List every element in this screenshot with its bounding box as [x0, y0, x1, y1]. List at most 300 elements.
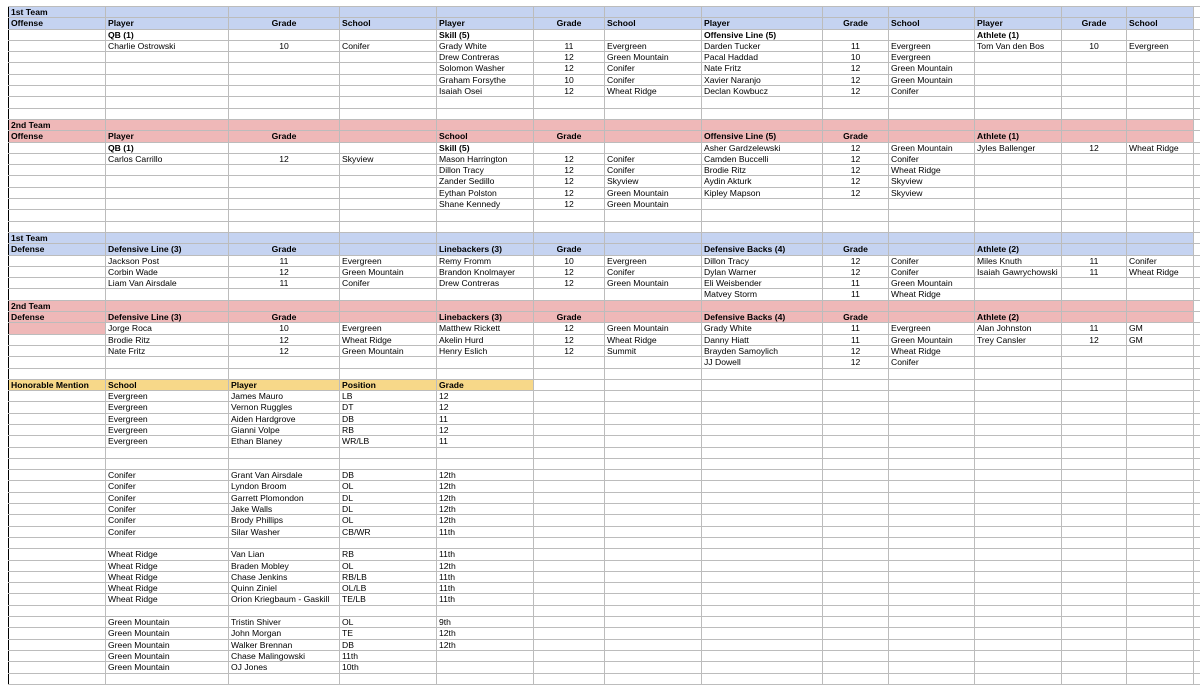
- sheet-cell[interactable]: [889, 244, 975, 255]
- sheet-cell[interactable]: OL: [340, 560, 437, 571]
- sheet-cell[interactable]: Green Mountain: [106, 617, 229, 628]
- sheet-cell[interactable]: 10: [1062, 40, 1127, 51]
- sheet-cell[interactable]: 12: [534, 345, 605, 356]
- sheet-cell[interactable]: [340, 232, 437, 243]
- sheet-cell[interactable]: [823, 504, 889, 515]
- sheet-cell[interactable]: 11: [1062, 266, 1127, 277]
- sheet-cell[interactable]: Summit: [605, 345, 702, 356]
- sheet-cell[interactable]: [229, 210, 340, 221]
- sheet-cell[interactable]: Player: [106, 18, 229, 29]
- sheet-cell[interactable]: Evergreen: [106, 424, 229, 435]
- sheet-cell[interactable]: [9, 176, 106, 187]
- sheet-cell[interactable]: OL: [340, 617, 437, 628]
- sheet-cell[interactable]: [229, 119, 340, 130]
- sheet-cell[interactable]: Conifer: [605, 153, 702, 164]
- sheet-cell[interactable]: [9, 515, 106, 526]
- sheet-cell[interactable]: [340, 63, 437, 74]
- sheet-cell[interactable]: [1194, 142, 1200, 153]
- sheet-cell[interactable]: [975, 187, 1062, 198]
- sheet-cell[interactable]: Corbin Wade: [106, 266, 229, 277]
- sheet-cell[interactable]: [9, 221, 106, 232]
- sheet-cell[interactable]: [437, 605, 534, 616]
- sheet-cell[interactable]: Wheat Ridge: [106, 549, 229, 560]
- sheet-cell[interactable]: [702, 232, 823, 243]
- sheet-cell[interactable]: Evergreen: [106, 436, 229, 447]
- sheet-cell[interactable]: [9, 391, 106, 402]
- sheet-cell[interactable]: [975, 357, 1062, 368]
- sheet-cell[interactable]: [1127, 504, 1194, 515]
- sheet-cell[interactable]: [437, 119, 534, 130]
- sheet-cell[interactable]: 12: [823, 63, 889, 74]
- sheet-cell[interactable]: DT: [340, 402, 437, 413]
- sheet-cell[interactable]: [889, 7, 975, 18]
- sheet-cell[interactable]: 12: [1062, 142, 1127, 153]
- sheet-cell[interactable]: [823, 583, 889, 594]
- sheet-cell[interactable]: [889, 29, 975, 40]
- sheet-cell[interactable]: [1127, 221, 1194, 232]
- sheet-cell[interactable]: [975, 504, 1062, 515]
- sheet-cell[interactable]: [1127, 537, 1194, 548]
- sheet-cell[interactable]: Wheat Ridge: [106, 571, 229, 582]
- sheet-cell[interactable]: Chase Jenkins: [229, 571, 340, 582]
- sheet-cell[interactable]: [1062, 278, 1127, 289]
- sheet-cell[interactable]: Grade: [534, 312, 605, 323]
- sheet-cell[interactable]: [702, 402, 823, 413]
- sheet-cell[interactable]: [605, 605, 702, 616]
- sheet-cell[interactable]: Quinn Ziniel: [229, 583, 340, 594]
- sheet-cell[interactable]: [1062, 187, 1127, 198]
- sheet-cell[interactable]: [1194, 628, 1200, 639]
- sheet-cell[interactable]: Braden Mobley: [229, 560, 340, 571]
- sheet-cell[interactable]: [1062, 52, 1127, 63]
- sheet-cell[interactable]: [9, 199, 106, 210]
- sheet-cell[interactable]: [1194, 368, 1200, 379]
- sheet-cell[interactable]: [1194, 345, 1200, 356]
- sheet-cell[interactable]: [1062, 165, 1127, 176]
- sheet-cell[interactable]: Jyles Ballenger: [975, 142, 1062, 153]
- sheet-cell[interactable]: 12: [229, 345, 340, 356]
- sheet-cell[interactable]: Athlete (1): [975, 131, 1062, 142]
- sheet-cell[interactable]: [229, 605, 340, 616]
- sheet-cell[interactable]: Green Mountain: [106, 628, 229, 639]
- sheet-cell[interactable]: Evergreen: [605, 255, 702, 266]
- sheet-cell[interactable]: [340, 74, 437, 85]
- sheet-cell[interactable]: Henry Eslich: [437, 345, 534, 356]
- sheet-cell[interactable]: Trey Cansler: [975, 334, 1062, 345]
- sheet-cell[interactable]: [702, 583, 823, 594]
- sheet-cell[interactable]: Pacal Haddad: [702, 52, 823, 63]
- sheet-cell[interactable]: [605, 650, 702, 661]
- sheet-cell[interactable]: Akelin Hurd: [437, 334, 534, 345]
- sheet-cell[interactable]: 12: [823, 74, 889, 85]
- sheet-cell[interactable]: [340, 165, 437, 176]
- sheet-cell[interactable]: [702, 594, 823, 605]
- sheet-cell[interactable]: [1062, 300, 1127, 311]
- sheet-cell[interactable]: Xavier Naranjo: [702, 74, 823, 85]
- sheet-cell[interactable]: [702, 119, 823, 130]
- sheet-cell[interactable]: [1194, 549, 1200, 560]
- sheet-cell[interactable]: Linebackers (3): [437, 244, 534, 255]
- sheet-cell[interactable]: [9, 153, 106, 164]
- sheet-cell[interactable]: [1194, 402, 1200, 413]
- sheet-cell[interactable]: [9, 481, 106, 492]
- sheet-cell[interactable]: [1127, 300, 1194, 311]
- sheet-cell[interactable]: [975, 402, 1062, 413]
- sheet-cell[interactable]: [975, 86, 1062, 97]
- sheet-cell[interactable]: Grade: [823, 131, 889, 142]
- sheet-cell[interactable]: [702, 458, 823, 469]
- sheet-cell[interactable]: [9, 436, 106, 447]
- sheet-cell[interactable]: [975, 436, 1062, 447]
- sheet-cell[interactable]: Green Mountain: [106, 650, 229, 661]
- sheet-cell[interactable]: Green Mountain: [340, 345, 437, 356]
- sheet-cell[interactable]: [534, 560, 605, 571]
- sheet-cell[interactable]: [605, 289, 702, 300]
- sheet-cell[interactable]: [975, 492, 1062, 503]
- sheet-cell[interactable]: [702, 424, 823, 435]
- sheet-cell[interactable]: [1194, 312, 1200, 323]
- sheet-cell[interactable]: Orion Kriegbaum - Gaskill: [229, 594, 340, 605]
- sheet-cell[interactable]: [534, 537, 605, 548]
- sheet-cell[interactable]: [605, 97, 702, 108]
- sheet-cell[interactable]: [106, 210, 229, 221]
- sheet-cell[interactable]: [1127, 560, 1194, 571]
- sheet-cell[interactable]: School: [889, 18, 975, 29]
- sheet-cell[interactable]: [9, 345, 106, 356]
- sheet-cell[interactable]: Evergreen: [889, 40, 975, 51]
- sheet-cell[interactable]: Offense: [9, 18, 106, 29]
- sheet-cell[interactable]: [889, 605, 975, 616]
- sheet-cell[interactable]: [229, 289, 340, 300]
- sheet-cell[interactable]: [1127, 74, 1194, 85]
- sheet-cell[interactable]: [823, 617, 889, 628]
- sheet-cell[interactable]: [229, 52, 340, 63]
- sheet-cell[interactable]: [534, 571, 605, 582]
- sheet-cell[interactable]: [823, 537, 889, 548]
- sheet-cell[interactable]: [1062, 345, 1127, 356]
- sheet-cell[interactable]: [975, 289, 1062, 300]
- sheet-cell[interactable]: School: [437, 131, 534, 142]
- sheet-cell[interactable]: RB: [340, 424, 437, 435]
- sheet-cell[interactable]: [106, 368, 229, 379]
- sheet-cell[interactable]: Conifer: [605, 74, 702, 85]
- sheet-cell[interactable]: Athlete (1): [975, 29, 1062, 40]
- sheet-cell[interactable]: [605, 639, 702, 650]
- sheet-cell[interactable]: [702, 549, 823, 560]
- sheet-cell[interactable]: [1127, 63, 1194, 74]
- sheet-cell[interactable]: [702, 628, 823, 639]
- sheet-cell[interactable]: [229, 447, 340, 458]
- sheet-cell[interactable]: Wheat Ridge: [340, 334, 437, 345]
- sheet-cell[interactable]: [605, 481, 702, 492]
- sheet-cell[interactable]: [534, 639, 605, 650]
- sheet-cell[interactable]: [1194, 391, 1200, 402]
- sheet-cell[interactable]: [229, 199, 340, 210]
- sheet-cell[interactable]: [437, 650, 534, 661]
- sheet-cell[interactable]: [605, 583, 702, 594]
- sheet-cell[interactable]: Zander Sedillo: [437, 176, 534, 187]
- sheet-cell[interactable]: 12: [437, 402, 534, 413]
- sheet-cell[interactable]: [1127, 345, 1194, 356]
- sheet-cell[interactable]: [1194, 74, 1200, 85]
- sheet-cell[interactable]: [106, 86, 229, 97]
- sheet-cell[interactable]: [1194, 18, 1200, 29]
- sheet-cell[interactable]: [1127, 662, 1194, 673]
- sheet-cell[interactable]: Grade: [229, 244, 340, 255]
- sheet-cell[interactable]: RB: [340, 549, 437, 560]
- sheet-cell[interactable]: Grade: [229, 312, 340, 323]
- sheet-cell[interactable]: 11: [823, 334, 889, 345]
- sheet-cell[interactable]: [534, 424, 605, 435]
- sheet-cell[interactable]: Gianni Volpe: [229, 424, 340, 435]
- sheet-cell[interactable]: [1062, 436, 1127, 447]
- sheet-cell[interactable]: [9, 210, 106, 221]
- sheet-cell[interactable]: [975, 97, 1062, 108]
- sheet-cell[interactable]: Eli Weisbender: [702, 278, 823, 289]
- sheet-cell[interactable]: [889, 617, 975, 628]
- sheet-cell[interactable]: [1062, 232, 1127, 243]
- sheet-cell[interactable]: 12: [229, 266, 340, 277]
- sheet-cell[interactable]: [534, 583, 605, 594]
- sheet-cell[interactable]: JJ Dowell: [702, 357, 823, 368]
- sheet-cell[interactable]: [823, 458, 889, 469]
- sheet-cell[interactable]: Danny Hiatt: [702, 334, 823, 345]
- sheet-cell[interactable]: Green Mountain: [889, 74, 975, 85]
- sheet-cell[interactable]: 12: [1062, 334, 1127, 345]
- sheet-cell[interactable]: [1062, 605, 1127, 616]
- sheet-cell[interactable]: 12: [534, 52, 605, 63]
- sheet-cell[interactable]: [975, 119, 1062, 130]
- sheet-cell[interactable]: [1062, 413, 1127, 424]
- sheet-cell[interactable]: [605, 662, 702, 673]
- sheet-cell[interactable]: [1062, 447, 1127, 458]
- sheet-cell[interactable]: [106, 458, 229, 469]
- sheet-cell[interactable]: Wheat Ridge: [106, 583, 229, 594]
- sheet-cell[interactable]: [1127, 29, 1194, 40]
- sheet-cell[interactable]: [106, 119, 229, 130]
- sheet-cell[interactable]: Evergreen: [106, 391, 229, 402]
- sheet-cell[interactable]: [889, 312, 975, 323]
- sheet-cell[interactable]: [889, 571, 975, 582]
- sheet-cell[interactable]: [106, 74, 229, 85]
- sheet-cell[interactable]: [437, 357, 534, 368]
- sheet-cell[interactable]: [975, 458, 1062, 469]
- sheet-cell[interactable]: [702, 481, 823, 492]
- sheet-cell[interactable]: Evergreen: [889, 323, 975, 334]
- sheet-cell[interactable]: [9, 526, 106, 537]
- sheet-cell[interactable]: [975, 447, 1062, 458]
- sheet-cell[interactable]: 12: [534, 86, 605, 97]
- sheet-cell[interactable]: [975, 210, 1062, 221]
- sheet-cell[interactable]: [889, 199, 975, 210]
- sheet-cell[interactable]: 12: [823, 86, 889, 97]
- sheet-cell[interactable]: 11: [1062, 323, 1127, 334]
- sheet-cell[interactable]: [823, 560, 889, 571]
- sheet-cell[interactable]: [534, 391, 605, 402]
- sheet-cell[interactable]: [1062, 153, 1127, 164]
- sheet-cell[interactable]: [1062, 583, 1127, 594]
- sheet-cell[interactable]: [889, 515, 975, 526]
- sheet-cell[interactable]: [1127, 119, 1194, 130]
- sheet-cell[interactable]: [229, 142, 340, 153]
- sheet-cell[interactable]: [340, 29, 437, 40]
- sheet-cell[interactable]: [823, 594, 889, 605]
- sheet-cell[interactable]: Offense: [9, 131, 106, 142]
- sheet-cell[interactable]: [534, 458, 605, 469]
- sheet-cell[interactable]: Green Mountain: [605, 199, 702, 210]
- sheet-cell[interactable]: Grade: [229, 131, 340, 142]
- sheet-cell[interactable]: OL: [340, 515, 437, 526]
- sheet-cell[interactable]: [889, 402, 975, 413]
- sheet-cell[interactable]: [229, 221, 340, 232]
- sheet-cell[interactable]: TE: [340, 628, 437, 639]
- sheet-cell[interactable]: [1127, 526, 1194, 537]
- sheet-cell[interactable]: [605, 402, 702, 413]
- sheet-cell[interactable]: [1062, 7, 1127, 18]
- sheet-cell[interactable]: LB: [340, 391, 437, 402]
- sheet-cell[interactable]: [340, 300, 437, 311]
- sheet-cell[interactable]: Position: [340, 379, 437, 390]
- sheet-cell[interactable]: [975, 605, 1062, 616]
- sheet-cell[interactable]: [605, 537, 702, 548]
- sheet-cell[interactable]: Athlete (2): [975, 312, 1062, 323]
- sheet-cell[interactable]: [975, 424, 1062, 435]
- sheet-cell[interactable]: [889, 560, 975, 571]
- sheet-cell[interactable]: [1062, 391, 1127, 402]
- sheet-cell[interactable]: Graham Forsythe: [437, 74, 534, 85]
- sheet-cell[interactable]: [106, 165, 229, 176]
- sheet-cell[interactable]: 11: [823, 278, 889, 289]
- sheet-cell[interactable]: 1st Team: [9, 232, 106, 243]
- sheet-cell[interactable]: [702, 221, 823, 232]
- sheet-cell[interactable]: [106, 221, 229, 232]
- sheet-cell[interactable]: [1127, 583, 1194, 594]
- sheet-cell[interactable]: Brandon Knolmayer: [437, 266, 534, 277]
- sheet-cell[interactable]: [1062, 504, 1127, 515]
- sheet-cell[interactable]: [605, 379, 702, 390]
- sheet-cell[interactable]: GM: [1127, 323, 1194, 334]
- sheet-cell[interactable]: [9, 560, 106, 571]
- sheet-cell[interactable]: [605, 7, 702, 18]
- sheet-cell[interactable]: [975, 515, 1062, 526]
- sheet-cell[interactable]: [605, 119, 702, 130]
- sheet-cell[interactable]: [340, 312, 437, 323]
- sheet-cell[interactable]: Brody Phillips: [229, 515, 340, 526]
- sheet-cell[interactable]: [702, 560, 823, 571]
- sheet-cell[interactable]: [534, 481, 605, 492]
- sheet-cell[interactable]: [702, 526, 823, 537]
- sheet-cell[interactable]: [534, 436, 605, 447]
- sheet-cell[interactable]: [702, 379, 823, 390]
- sheet-cell[interactable]: [229, 187, 340, 198]
- sheet-cell[interactable]: [534, 142, 605, 153]
- sheet-cell[interactable]: [702, 470, 823, 481]
- sheet-cell[interactable]: [1062, 526, 1127, 537]
- sheet-cell[interactable]: Green Mountain: [889, 334, 975, 345]
- sheet-cell[interactable]: [229, 232, 340, 243]
- sheet-cell[interactable]: [889, 131, 975, 142]
- sheet-cell[interactable]: [975, 379, 1062, 390]
- sheet-cell[interactable]: [340, 537, 437, 548]
- sheet-cell[interactable]: [9, 458, 106, 469]
- sheet-cell[interactable]: 11: [1062, 255, 1127, 266]
- sheet-cell[interactable]: [106, 7, 229, 18]
- sheet-cell[interactable]: [534, 617, 605, 628]
- sheet-cell[interactable]: [889, 447, 975, 458]
- sheet-cell[interactable]: [702, 537, 823, 548]
- sheet-cell[interactable]: QB (1): [106, 29, 229, 40]
- sheet-cell[interactable]: [229, 108, 340, 119]
- sheet-cell[interactable]: [1194, 266, 1200, 277]
- sheet-cell[interactable]: [1127, 594, 1194, 605]
- sheet-cell[interactable]: Grade: [534, 244, 605, 255]
- sheet-cell[interactable]: Dillon Tracy: [702, 255, 823, 266]
- sheet-cell[interactable]: OJ Jones: [229, 662, 340, 673]
- sheet-cell[interactable]: [9, 447, 106, 458]
- sheet-cell[interactable]: [1194, 639, 1200, 650]
- sheet-cell[interactable]: [1127, 131, 1194, 142]
- sheet-cell[interactable]: 12: [823, 153, 889, 164]
- sheet-cell[interactable]: [9, 504, 106, 515]
- sheet-cell[interactable]: 11: [437, 436, 534, 447]
- sheet-cell[interactable]: [1194, 436, 1200, 447]
- sheet-cell[interactable]: [702, 639, 823, 650]
- sheet-cell[interactable]: [9, 142, 106, 153]
- sheet-cell[interactable]: [229, 63, 340, 74]
- sheet-cell[interactable]: Defense: [9, 312, 106, 323]
- sheet-cell[interactable]: [1062, 312, 1127, 323]
- sheet-cell[interactable]: [437, 662, 534, 673]
- sheet-cell[interactable]: [1194, 187, 1200, 198]
- sheet-cell[interactable]: 12: [534, 334, 605, 345]
- sheet-cell[interactable]: [340, 176, 437, 187]
- sheet-cell[interactable]: Conifer: [605, 63, 702, 74]
- sheet-cell[interactable]: [106, 63, 229, 74]
- sheet-cell[interactable]: DL: [340, 492, 437, 503]
- sheet-cell[interactable]: [340, 199, 437, 210]
- sheet-cell[interactable]: 11: [534, 40, 605, 51]
- sheet-cell[interactable]: [9, 86, 106, 97]
- sheet-cell[interactable]: [534, 402, 605, 413]
- sheet-cell[interactable]: Wheat Ridge: [605, 334, 702, 345]
- sheet-cell[interactable]: Ethan Blaney: [229, 436, 340, 447]
- sheet-cell[interactable]: [9, 266, 106, 277]
- sheet-cell[interactable]: Wheat Ridge: [605, 86, 702, 97]
- sheet-cell[interactable]: [702, 447, 823, 458]
- sheet-cell[interactable]: [1194, 153, 1200, 164]
- sheet-cell[interactable]: Conifer: [106, 526, 229, 537]
- sheet-cell[interactable]: [702, 368, 823, 379]
- sheet-cell[interactable]: 10: [534, 74, 605, 85]
- sheet-cell[interactable]: [1127, 617, 1194, 628]
- sheet-cell[interactable]: 12th: [437, 504, 534, 515]
- sheet-cell[interactable]: [1062, 402, 1127, 413]
- sheet-cell[interactable]: [534, 526, 605, 537]
- sheet-cell[interactable]: [437, 537, 534, 548]
- sheet-cell[interactable]: 12th: [437, 628, 534, 639]
- sheet-cell[interactable]: [340, 97, 437, 108]
- sheet-cell[interactable]: Evergreen: [605, 40, 702, 51]
- sheet-cell[interactable]: [9, 187, 106, 198]
- sheet-cell[interactable]: [534, 300, 605, 311]
- sheet-cell[interactable]: Player: [437, 18, 534, 29]
- sheet-cell[interactable]: [1062, 176, 1127, 187]
- sheet-cell[interactable]: [605, 312, 702, 323]
- sheet-cell[interactable]: [1194, 447, 1200, 458]
- sheet-cell[interactable]: [823, 379, 889, 390]
- sheet-cell[interactable]: [889, 583, 975, 594]
- sheet-cell[interactable]: [534, 210, 605, 221]
